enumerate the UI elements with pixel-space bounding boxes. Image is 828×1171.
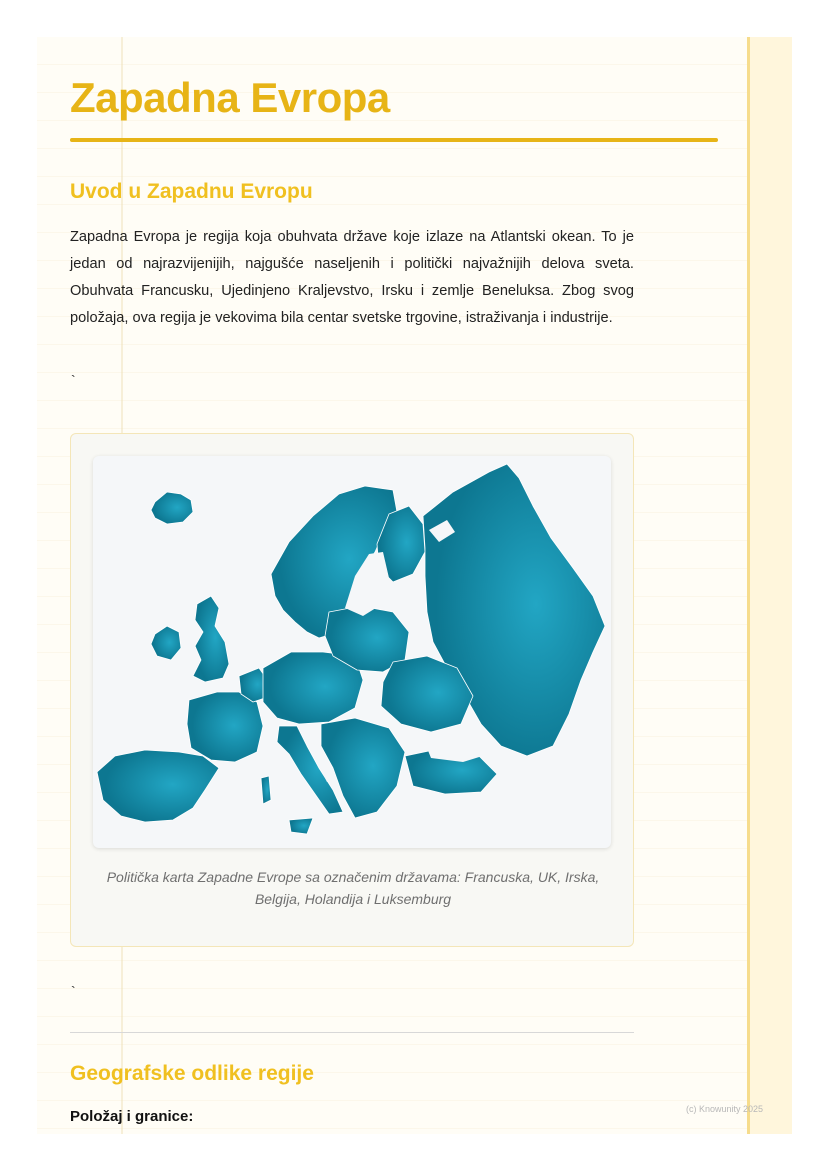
subheading-position-borders: Položaj i granice: [70, 1108, 194, 1125]
page-title: Zapadna Evropa [70, 74, 390, 121]
sicily-shape [289, 818, 313, 834]
europe-map-image [93, 456, 611, 848]
ireland-shape [151, 626, 181, 660]
section-heading-intro: Uvod u Zapadnu Evropu [70, 180, 313, 203]
page-edge-strip [747, 37, 792, 1134]
copyright-notice: (c) Knowunity 2025 [686, 1104, 764, 1114]
iberia-shape [97, 750, 219, 822]
section-divider [70, 1032, 634, 1033]
figure-caption: Politička karta Zapadne Evrope sa označenim državama: Francuska, UK, Irska, Belgija, Holandija i Luksemburg [106, 869, 600, 907]
section-heading-geography: Geografske odlike regije [70, 1062, 314, 1085]
map-figure [70, 433, 634, 947]
black-sea-shape [423, 728, 489, 762]
stray-backtick: ` [71, 983, 76, 999]
france-shape [187, 692, 263, 762]
intro-paragraph: Zapadna Evropa je regija koja obuhvata države koje izlaze na Atlantski okean. To je jedan od najrazvijenijih, najgušće naseljenih i politički najvažnijih delova sveta. Obuhvata Francusku, Ujedinjeno Kraljevstvo, Irsku i zemlje Beneluksa. Zbog svog položaja, ova regija je vekovima bila centar svetske trgovine, istraživanja i industrije. [70, 229, 634, 326]
iceland-shape [151, 492, 193, 524]
stray-backtick: ` [71, 372, 76, 388]
great-britain-shape [193, 596, 229, 682]
title-underline [70, 138, 718, 142]
europe-map-svg [93, 456, 611, 848]
sardinia-shape [261, 776, 271, 804]
